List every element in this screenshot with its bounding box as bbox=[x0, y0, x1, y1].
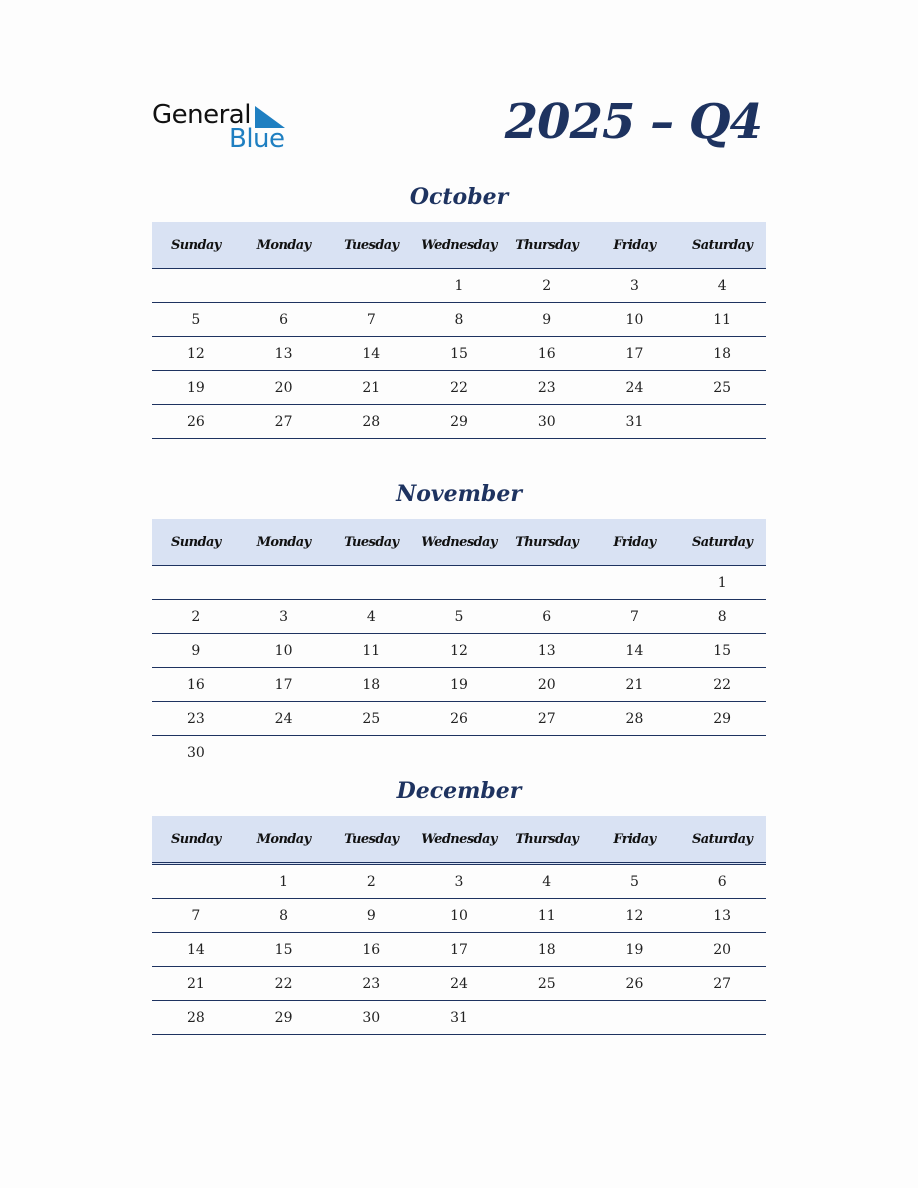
day-cell: 17 bbox=[625, 345, 644, 362]
weekday-thursday: Thursday bbox=[515, 534, 579, 550]
weekday-header bbox=[152, 222, 766, 269]
day-cell: 31 bbox=[625, 413, 644, 430]
day-cell: 16 bbox=[537, 345, 556, 362]
day-cell: 29 bbox=[713, 710, 732, 727]
week-row bbox=[152, 1001, 766, 1035]
day-cell: 13 bbox=[274, 345, 293, 362]
week-row bbox=[152, 668, 766, 702]
month-name: December bbox=[396, 778, 522, 804]
day-cell: 18 bbox=[537, 941, 556, 958]
day-cell: 8 bbox=[279, 907, 289, 924]
day-cell: 27 bbox=[713, 975, 732, 992]
day-cell: 28 bbox=[362, 413, 381, 430]
month-october bbox=[152, 182, 766, 439]
weekday-friday: Friday bbox=[613, 831, 656, 847]
logo-word-blue: Blue bbox=[229, 124, 285, 154]
day-cell: 17 bbox=[450, 941, 468, 958]
week-row bbox=[152, 967, 766, 1001]
day-cell: 30 bbox=[362, 1009, 381, 1026]
week-row bbox=[152, 566, 766, 600]
weekday-wednesday: Wednesday bbox=[421, 534, 497, 550]
day-cell: 30 bbox=[186, 744, 205, 761]
weekday-thursday: Thursday bbox=[515, 831, 579, 847]
week-row bbox=[152, 600, 766, 634]
week-row bbox=[152, 736, 766, 770]
day-cell: 15 bbox=[450, 345, 468, 362]
week-row bbox=[152, 269, 766, 303]
day-cell: 9 bbox=[366, 907, 376, 924]
day-cell: 28 bbox=[186, 1009, 205, 1026]
weekday-saturday: Saturday bbox=[691, 237, 753, 253]
day-cell: 19 bbox=[450, 676, 468, 693]
week-row bbox=[152, 634, 766, 668]
day-cell: 28 bbox=[625, 710, 644, 727]
week-row bbox=[152, 702, 766, 736]
day-cell: 30 bbox=[537, 413, 556, 430]
day-cell: 19 bbox=[186, 379, 205, 396]
day-cell: 24 bbox=[274, 710, 293, 727]
general-blue-logo bbox=[152, 100, 292, 156]
day-cell: 2 bbox=[542, 277, 552, 294]
week-row bbox=[152, 933, 766, 967]
day-cell: 22 bbox=[274, 975, 293, 992]
day-cell: 11 bbox=[362, 642, 381, 659]
month-name: November bbox=[396, 481, 522, 507]
day-cell: 26 bbox=[625, 975, 644, 992]
day-cell: 23 bbox=[362, 975, 381, 992]
day-cell: 27 bbox=[274, 413, 293, 430]
day-cell: 26 bbox=[450, 710, 468, 727]
day-cell: 15 bbox=[274, 941, 293, 958]
weekday-monday: Monday bbox=[256, 237, 311, 253]
weekday-monday: Monday bbox=[256, 534, 311, 550]
day-cell: 23 bbox=[537, 379, 556, 396]
day-cell: 14 bbox=[625, 642, 644, 659]
day-cell: 24 bbox=[625, 379, 644, 396]
day-cell: 3 bbox=[629, 277, 639, 294]
day-cell: 3 bbox=[279, 608, 289, 625]
day-cell: 13 bbox=[713, 907, 732, 924]
weekday-saturday: Saturday bbox=[691, 534, 753, 550]
day-cell: 10 bbox=[625, 311, 644, 328]
day-cell: 1 bbox=[454, 277, 464, 294]
day-cell: 10 bbox=[274, 642, 293, 659]
week-row bbox=[152, 865, 766, 899]
weekday-tuesday: Tuesday bbox=[344, 534, 399, 550]
day-cell: 16 bbox=[186, 676, 205, 693]
day-cell: 5 bbox=[629, 873, 639, 890]
day-cell: 1 bbox=[279, 873, 289, 890]
day-cell: 20 bbox=[537, 676, 556, 693]
weekday-wednesday: Wednesday bbox=[421, 237, 497, 253]
logo-word-general: General bbox=[152, 100, 251, 130]
day-cell: 7 bbox=[366, 311, 376, 328]
day-cell: 7 bbox=[191, 907, 201, 924]
day-cell: 12 bbox=[186, 345, 205, 362]
weekday-sunday: Sunday bbox=[170, 237, 221, 253]
day-cell: 7 bbox=[629, 608, 639, 625]
weekday-sunday: Sunday bbox=[170, 831, 221, 847]
page-title: 2025 – Q4 bbox=[504, 94, 762, 150]
weekday-saturday: Saturday bbox=[691, 831, 753, 847]
day-cell: 5 bbox=[191, 311, 201, 328]
day-cell: 1 bbox=[717, 574, 727, 591]
day-cell: 25 bbox=[537, 975, 556, 992]
day-cell: 14 bbox=[186, 941, 205, 958]
week-row bbox=[152, 371, 766, 405]
day-cell: 14 bbox=[362, 345, 381, 362]
day-cell: 31 bbox=[450, 1009, 468, 1026]
day-cell: 8 bbox=[717, 608, 727, 625]
day-cell: 21 bbox=[362, 379, 381, 396]
month-november bbox=[152, 479, 766, 770]
day-cell: 21 bbox=[625, 676, 644, 693]
weekday-sunday: Sunday bbox=[170, 534, 221, 550]
day-cell: 4 bbox=[542, 873, 552, 890]
weekday-friday: Friday bbox=[613, 237, 656, 253]
weekday-monday: Monday bbox=[256, 831, 311, 847]
day-cell: 2 bbox=[191, 608, 201, 625]
day-cell: 27 bbox=[537, 710, 556, 727]
weekday-friday: Friday bbox=[613, 534, 656, 550]
day-cell: 21 bbox=[186, 975, 205, 992]
day-cell: 19 bbox=[625, 941, 644, 958]
day-cell: 16 bbox=[362, 941, 381, 958]
weekday-header bbox=[152, 519, 766, 566]
day-cell: 6 bbox=[542, 608, 552, 625]
day-cell: 20 bbox=[274, 379, 293, 396]
day-cell: 3 bbox=[454, 873, 464, 890]
day-cell: 18 bbox=[713, 345, 732, 362]
day-cell: 11 bbox=[713, 311, 732, 328]
month-december bbox=[152, 776, 766, 1035]
day-cell: 15 bbox=[713, 642, 732, 659]
week-row bbox=[152, 337, 766, 371]
day-cell: 12 bbox=[450, 642, 468, 659]
day-cell: 29 bbox=[274, 1009, 293, 1026]
weekday-tuesday: Tuesday bbox=[344, 831, 399, 847]
day-cell: 11 bbox=[537, 907, 556, 924]
day-cell: 25 bbox=[362, 710, 381, 727]
day-cell: 20 bbox=[713, 941, 732, 958]
day-cell: 9 bbox=[542, 311, 552, 328]
weekday-wednesday: Wednesday bbox=[421, 831, 497, 847]
day-cell: 22 bbox=[713, 676, 732, 693]
day-cell: 18 bbox=[362, 676, 381, 693]
day-cell: 26 bbox=[186, 413, 205, 430]
day-cell: 8 bbox=[454, 311, 464, 328]
week-row bbox=[152, 303, 766, 337]
day-cell: 13 bbox=[537, 642, 556, 659]
day-cell: 23 bbox=[186, 710, 205, 727]
day-cell: 9 bbox=[191, 642, 201, 659]
day-cell: 25 bbox=[713, 379, 732, 396]
weekday-header bbox=[152, 816, 766, 865]
day-cell: 29 bbox=[450, 413, 468, 430]
week-row bbox=[152, 405, 766, 439]
day-cell: 17 bbox=[274, 676, 293, 693]
day-cell: 4 bbox=[366, 608, 376, 625]
weekday-thursday: Thursday bbox=[515, 237, 579, 253]
day-cell: 12 bbox=[625, 907, 644, 924]
day-cell: 5 bbox=[454, 608, 464, 625]
day-cell: 4 bbox=[717, 277, 727, 294]
day-cell: 6 bbox=[717, 873, 727, 890]
day-cell: 10 bbox=[450, 907, 468, 924]
weekday-tuesday: Tuesday bbox=[344, 237, 399, 253]
day-cell: 24 bbox=[450, 975, 468, 992]
month-name: October bbox=[409, 184, 509, 210]
week-row bbox=[152, 899, 766, 933]
day-cell: 2 bbox=[366, 873, 376, 890]
day-cell: 22 bbox=[450, 379, 468, 396]
day-cell: 6 bbox=[279, 311, 289, 328]
